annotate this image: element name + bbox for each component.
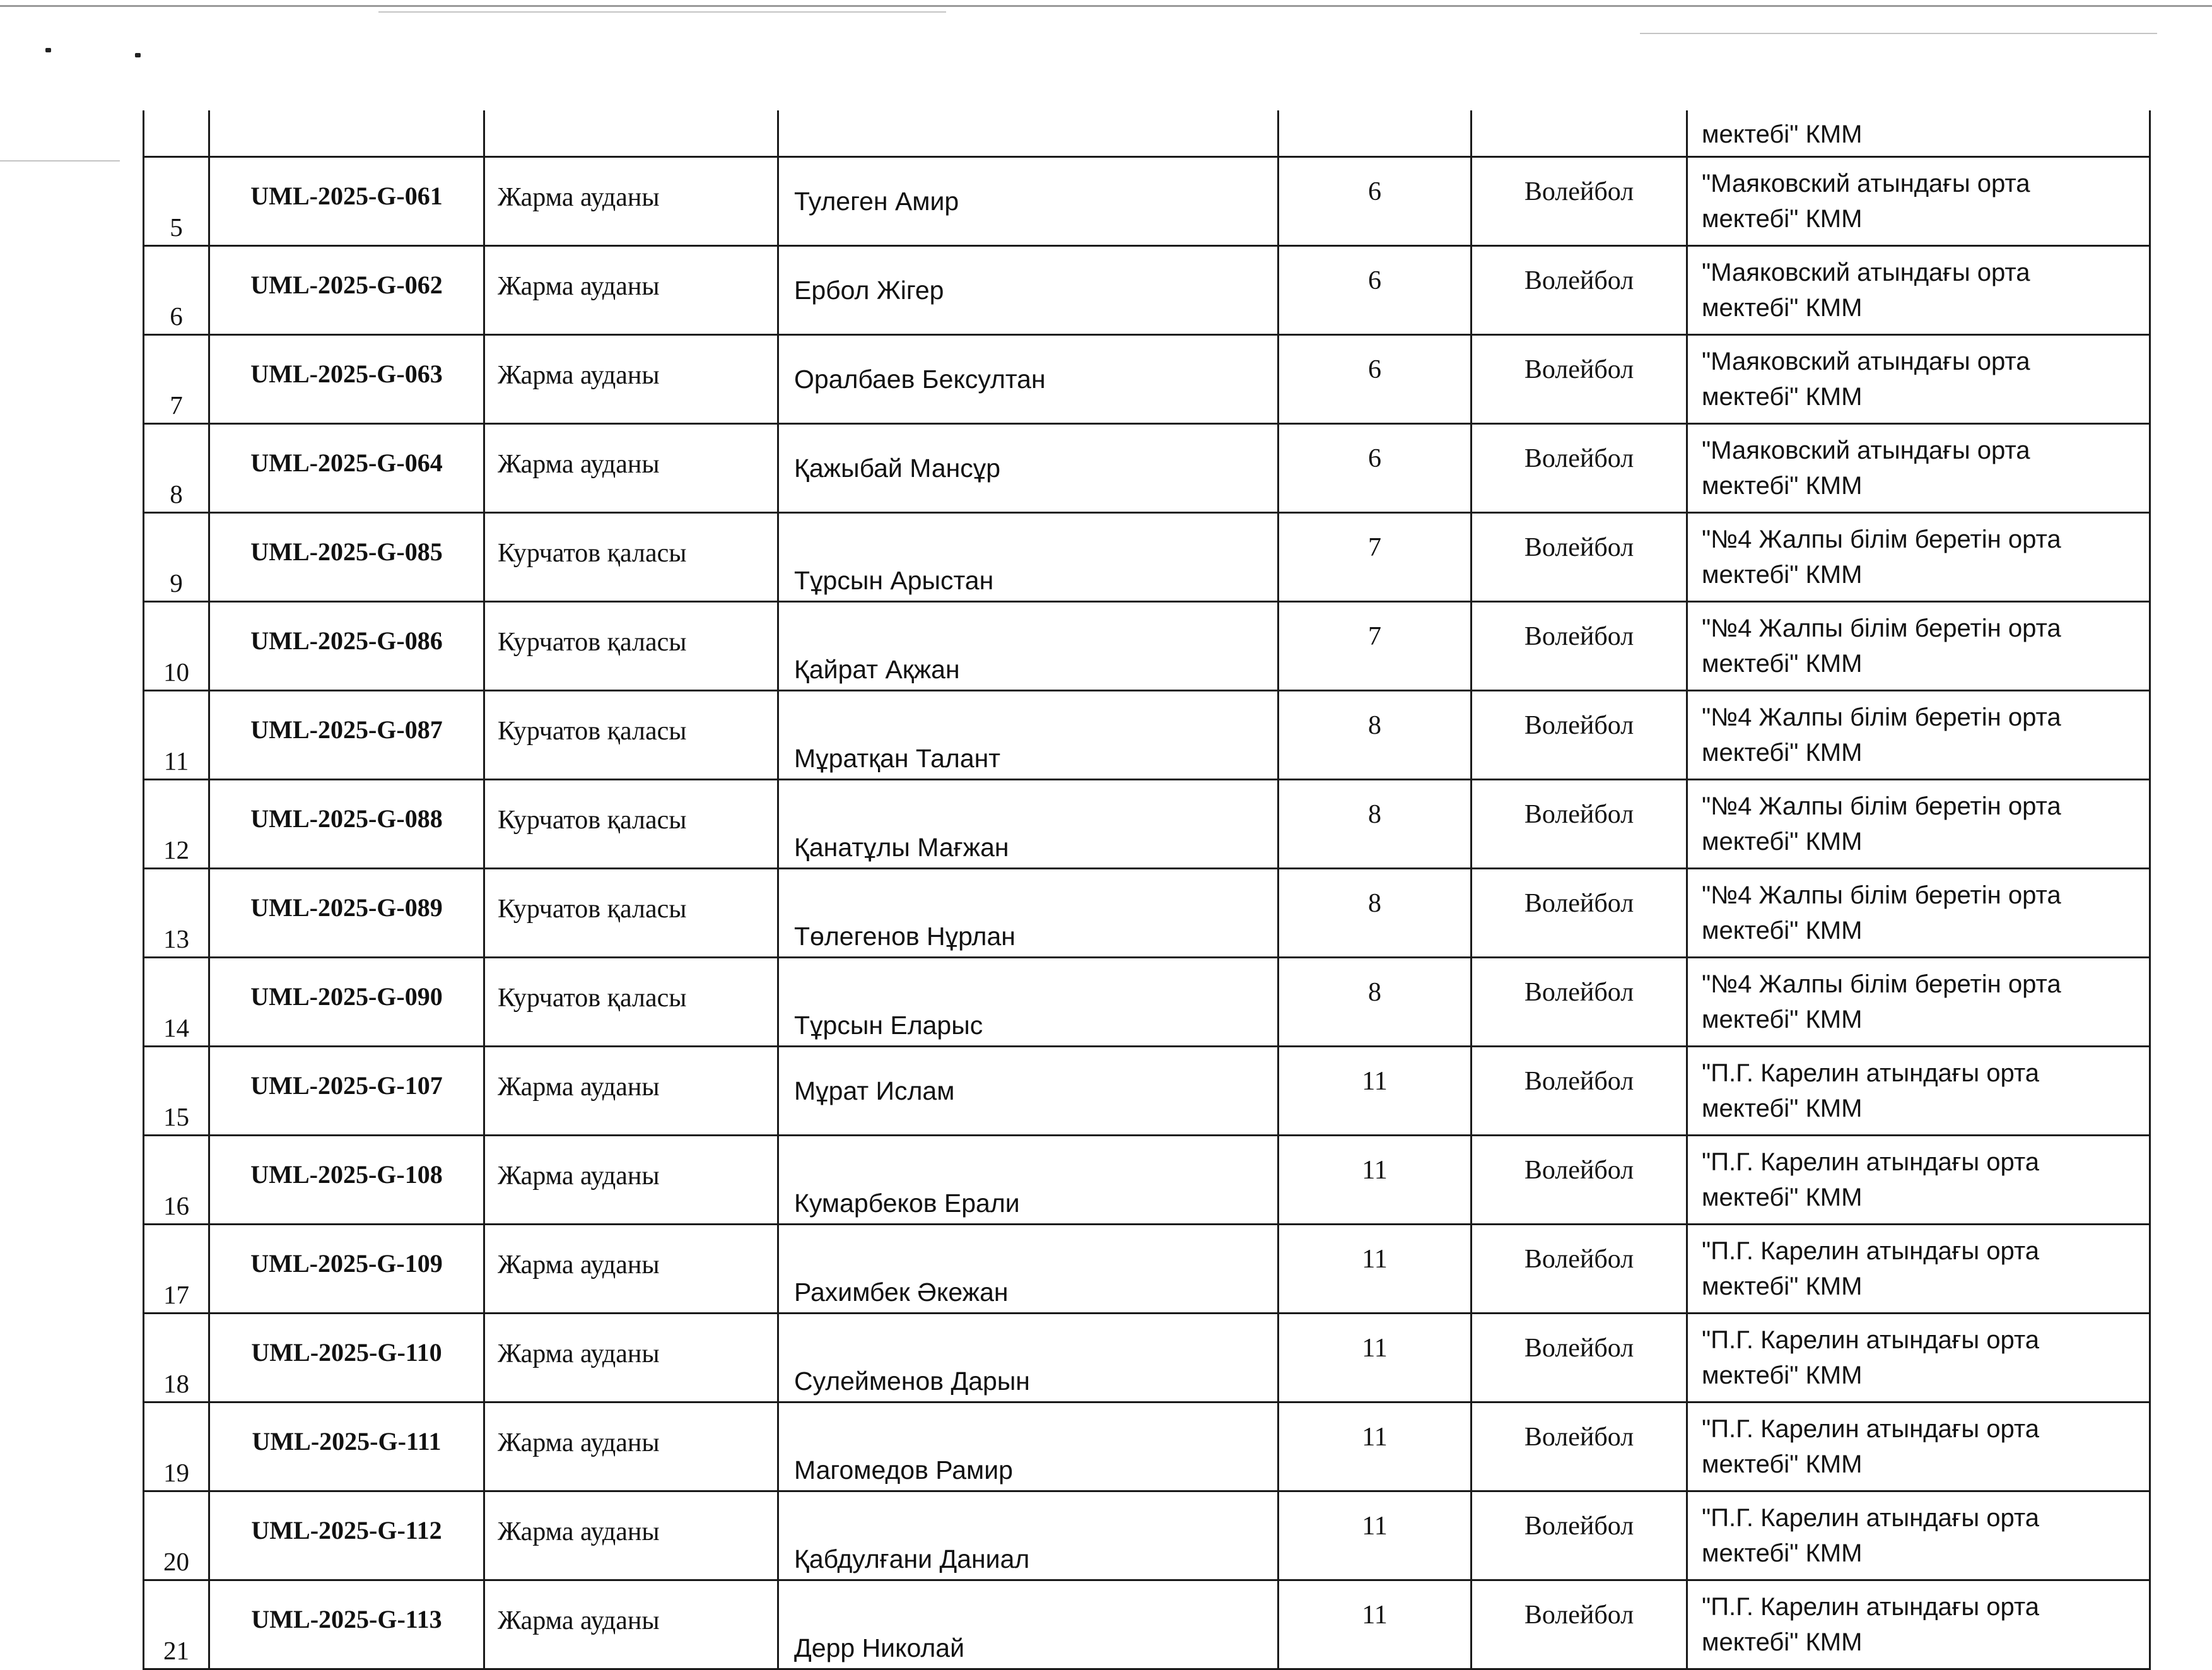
row-number-cell: 8 bbox=[144, 424, 209, 513]
participant-name-cell: Қажыбай Мансұр bbox=[778, 424, 1279, 513]
table-row bbox=[144, 691, 2150, 780]
school-cell bbox=[1687, 1225, 2150, 1314]
participant-code-cell: UML-2025-G-063 bbox=[209, 335, 484, 424]
school-line: "№4 Жалпы білім беретін орта bbox=[1702, 526, 2061, 553]
table-row bbox=[144, 780, 2150, 869]
sport-cell: Волейбол bbox=[1472, 691, 1687, 780]
cell-empty bbox=[209, 110, 484, 157]
row-number-cell: 20 bbox=[144, 1491, 209, 1580]
table-row bbox=[144, 1225, 2150, 1314]
table-row bbox=[144, 157, 2150, 246]
table-row bbox=[144, 958, 2150, 1047]
row-number-cell: 9 bbox=[144, 513, 209, 602]
school-cell bbox=[1687, 780, 2150, 869]
table-row bbox=[144, 246, 2150, 335]
region-cell: Курчатов қаласы bbox=[484, 513, 778, 602]
row-number-cell: 18 bbox=[144, 1314, 209, 1402]
grade-cell: 6 bbox=[1279, 335, 1472, 424]
region-cell: Курчатов қаласы bbox=[484, 780, 778, 869]
school-line: мектебі" КММ bbox=[1702, 1450, 1863, 1478]
school-line: мектебі" КММ bbox=[1702, 121, 1863, 148]
participant-code-cell: UML-2025-G-085 bbox=[209, 513, 484, 602]
school-line: мектебі" КММ bbox=[1702, 383, 1863, 411]
sport-cell: Волейбол bbox=[1472, 1047, 1687, 1136]
region-cell: Жарма ауданы bbox=[484, 1314, 778, 1402]
row-number-cell: 21 bbox=[144, 1580, 209, 1669]
school-line: "№4 Жалпы білім беретін орта bbox=[1702, 881, 2061, 909]
school-line: мектебі" КММ bbox=[1702, 739, 1863, 767]
table-row bbox=[144, 1402, 2150, 1491]
school-line: "Маяковский атындағы орта bbox=[1702, 259, 2030, 286]
row-number-cell: 14 bbox=[144, 958, 209, 1047]
cell-empty bbox=[144, 110, 209, 157]
region-cell: Жарма ауданы bbox=[484, 1047, 778, 1136]
school-cell bbox=[1687, 958, 2150, 1047]
sport-cell: Волейбол bbox=[1472, 424, 1687, 513]
participant-code-cell: UML-2025-G-062 bbox=[209, 246, 484, 335]
grade-cell: 11 bbox=[1279, 1491, 1472, 1580]
region-cell: Курчатов қаласы bbox=[484, 602, 778, 691]
row-number-cell: 16 bbox=[144, 1136, 209, 1225]
table-row bbox=[144, 335, 2150, 424]
school-cell bbox=[1687, 335, 2150, 424]
sport-cell: Волейбол bbox=[1472, 1314, 1687, 1402]
grade-cell: 6 bbox=[1279, 246, 1472, 335]
scan-speck bbox=[0, 160, 120, 162]
school-line: "№4 Жалпы білім беретін орта bbox=[1702, 614, 2061, 642]
school-line: мектебі" КММ bbox=[1702, 1273, 1863, 1300]
table-row bbox=[144, 1047, 2150, 1136]
sport-cell: Волейбол bbox=[1472, 513, 1687, 602]
table-row bbox=[144, 869, 2150, 958]
grade-cell: 6 bbox=[1279, 157, 1472, 246]
school-line: мектебі" КММ bbox=[1702, 1539, 1863, 1567]
sport-cell: Волейбол bbox=[1472, 1136, 1687, 1225]
grade-cell: 11 bbox=[1279, 1225, 1472, 1314]
region-cell: Курчатов қаласы bbox=[484, 691, 778, 780]
table-row bbox=[144, 602, 2150, 691]
participant-name-cell: Рахимбек Әкежан bbox=[778, 1225, 1279, 1314]
row-number-cell: 5 bbox=[144, 157, 209, 246]
school-line: "П.Г. Карелин атындағы орта bbox=[1702, 1237, 2039, 1265]
school-line: мектебі" КММ bbox=[1702, 1095, 1863, 1122]
school-cell bbox=[1687, 1047, 2150, 1136]
school-cell bbox=[1687, 1136, 2150, 1225]
school-line: мектебі" КММ bbox=[1702, 1006, 1863, 1033]
scan-edge-line bbox=[0, 5, 2212, 7]
school-line: "П.Г. Карелин атындағы орта bbox=[1702, 1415, 2039, 1443]
scan-speck bbox=[378, 11, 946, 13]
school-cell bbox=[1687, 1402, 2150, 1491]
region-cell: Жарма ауданы bbox=[484, 246, 778, 335]
participant-code-cell: UML-2025-G-061 bbox=[209, 157, 484, 246]
row-number-cell: 17 bbox=[144, 1225, 209, 1314]
participant-code-cell: UML-2025-G-108 bbox=[209, 1136, 484, 1225]
participant-name-cell: Тұрсын Арыстан bbox=[778, 513, 1279, 602]
participant-name-cell: Мұратқан Талант bbox=[778, 691, 1279, 780]
participant-name-cell: Тұрсын Еларыс bbox=[778, 958, 1279, 1047]
school-line: мектебі" КММ bbox=[1702, 828, 1863, 856]
region-cell: Жарма ауданы bbox=[484, 424, 778, 513]
scan-dot bbox=[45, 48, 51, 52]
row-number-cell: 13 bbox=[144, 869, 209, 958]
school-line: мектебі" КММ bbox=[1702, 1628, 1863, 1656]
grade-cell: 11 bbox=[1279, 1580, 1472, 1669]
sport-cell: Волейбол bbox=[1472, 1580, 1687, 1669]
sport-cell: Волейбол bbox=[1472, 958, 1687, 1047]
table-row bbox=[144, 513, 2150, 602]
row-number-cell: 11 bbox=[144, 691, 209, 780]
school-cell bbox=[1687, 157, 2150, 246]
scan-dot bbox=[135, 53, 141, 57]
sport-cell: Волейбол bbox=[1472, 335, 1687, 424]
participant-name-cell: Оралбаев Бексултан bbox=[778, 335, 1279, 424]
participant-code-cell: UML-2025-G-087 bbox=[209, 691, 484, 780]
sport-cell: Волейбол bbox=[1472, 602, 1687, 691]
school-line: "П.Г. Карелин атындағы орта bbox=[1702, 1504, 2039, 1532]
region-cell: Жарма ауданы bbox=[484, 1225, 778, 1314]
cell-empty bbox=[778, 110, 1279, 157]
school-line: "№4 Жалпы білім беретін орта bbox=[1702, 970, 2061, 998]
table-row bbox=[144, 1136, 2150, 1225]
cell-empty bbox=[1472, 110, 1687, 157]
participant-name-cell: Қанатұлы Мағжан bbox=[778, 780, 1279, 869]
participant-name-cell: Мұрат Ислам bbox=[778, 1047, 1279, 1136]
region-cell: Курчатов қаласы bbox=[484, 958, 778, 1047]
participant-code-cell: UML-2025-G-113 bbox=[209, 1580, 484, 1669]
region-cell: Жарма ауданы bbox=[484, 1402, 778, 1491]
region-cell: Жарма ауданы bbox=[484, 1136, 778, 1225]
grade-cell: 11 bbox=[1279, 1402, 1472, 1491]
row-number-cell: 12 bbox=[144, 780, 209, 869]
row-number-cell: 19 bbox=[144, 1402, 209, 1491]
scan-speck bbox=[1640, 33, 2157, 34]
participant-code-cell: UML-2025-G-064 bbox=[209, 424, 484, 513]
grade-cell: 11 bbox=[1279, 1047, 1472, 1136]
school-cell bbox=[1687, 1314, 2150, 1402]
participant-name-cell: Тулеген Амир bbox=[778, 157, 1279, 246]
grade-cell: 11 bbox=[1279, 1136, 1472, 1225]
school-cell bbox=[1687, 424, 2150, 513]
sport-cell: Волейбол bbox=[1472, 157, 1687, 246]
participants-table bbox=[143, 110, 2151, 1670]
sport-cell: Волейбол bbox=[1472, 1402, 1687, 1491]
school-line: "№4 Жалпы білім беретін орта bbox=[1702, 703, 2061, 731]
participant-name-cell: Қабдулғани Даниал bbox=[778, 1491, 1279, 1580]
row-number-cell: 6 bbox=[144, 246, 209, 335]
participant-code-cell: UML-2025-G-110 bbox=[209, 1314, 484, 1402]
grade-cell: 8 bbox=[1279, 691, 1472, 780]
region-cell: Жарма ауданы bbox=[484, 335, 778, 424]
grade-cell: 8 bbox=[1279, 958, 1472, 1047]
participant-code-cell: UML-2025-G-089 bbox=[209, 869, 484, 958]
school-cell bbox=[1687, 869, 2150, 958]
school-line: мектебі" КММ bbox=[1702, 1184, 1863, 1211]
school-cell bbox=[1687, 691, 2150, 780]
participant-code-cell: UML-2025-G-111 bbox=[209, 1402, 484, 1491]
participant-code-cell: UML-2025-G-107 bbox=[209, 1047, 484, 1136]
school-line: мектебі" КММ bbox=[1702, 650, 1863, 678]
row-number-cell: 15 bbox=[144, 1047, 209, 1136]
grade-cell: 6 bbox=[1279, 424, 1472, 513]
school-line: мектебі" КММ bbox=[1702, 294, 1863, 322]
participant-code-cell: UML-2025-G-086 bbox=[209, 602, 484, 691]
participant-name-cell: Сулейменов Дарын bbox=[778, 1314, 1279, 1402]
school-line: "№4 Жалпы білім беретін орта bbox=[1702, 792, 2061, 820]
participant-name-cell: Кумарбеков Ерали bbox=[778, 1136, 1279, 1225]
school-line: мектебі" КММ bbox=[1702, 1361, 1863, 1389]
grade-cell: 8 bbox=[1279, 869, 1472, 958]
school-line: "П.Г. Карелин атындағы орта bbox=[1702, 1148, 2039, 1176]
school-cell bbox=[1687, 1580, 2150, 1669]
cell-empty bbox=[1279, 110, 1472, 157]
participant-name-cell: Төлегенов Нұрлан bbox=[778, 869, 1279, 958]
school-line: мектебі" КММ bbox=[1702, 561, 1863, 589]
participant-code-cell: UML-2025-G-088 bbox=[209, 780, 484, 869]
grade-cell: 7 bbox=[1279, 602, 1472, 691]
region-cell: Жарма ауданы bbox=[484, 1580, 778, 1669]
sport-cell: Волейбол bbox=[1472, 780, 1687, 869]
participant-code-cell: UML-2025-G-090 bbox=[209, 958, 484, 1047]
grade-cell: 11 bbox=[1279, 1314, 1472, 1402]
sport-cell: Волейбол bbox=[1472, 869, 1687, 958]
school-line: "Маяковский атындағы орта bbox=[1702, 437, 2030, 464]
region-cell: Жарма ауданы bbox=[484, 1491, 778, 1580]
table-row-continuation bbox=[144, 110, 2150, 157]
region-cell: Жарма ауданы bbox=[484, 157, 778, 246]
participant-code-cell: UML-2025-G-112 bbox=[209, 1491, 484, 1580]
school-line: мектебі" КММ bbox=[1702, 917, 1863, 944]
school-line: "П.Г. Карелин атындағы орта bbox=[1702, 1326, 2039, 1354]
school-line: "П.Г. Карелин атындағы орта bbox=[1702, 1593, 2039, 1621]
row-number-cell: 7 bbox=[144, 335, 209, 424]
table-row bbox=[144, 1314, 2150, 1402]
school-cell bbox=[1687, 602, 2150, 691]
participant-name-cell: Ербол Жігер bbox=[778, 246, 1279, 335]
participant-name-cell: Қайрат Ақжан bbox=[778, 602, 1279, 691]
participant-code-cell: UML-2025-G-109 bbox=[209, 1225, 484, 1314]
school-line: "Маяковский атындағы орта bbox=[1702, 170, 2030, 197]
participant-name-cell: Дерр Николай bbox=[778, 1580, 1279, 1669]
table-row bbox=[144, 1580, 2150, 1669]
region-cell: Курчатов қаласы bbox=[484, 869, 778, 958]
participant-name-cell: Магомедов Рамир bbox=[778, 1402, 1279, 1491]
school-line: мектебі" КММ bbox=[1702, 472, 1863, 500]
school-cell bbox=[1687, 513, 2150, 602]
grade-cell: 8 bbox=[1279, 780, 1472, 869]
school-line: мектебі" КММ bbox=[1702, 205, 1863, 233]
table-row bbox=[144, 1491, 2150, 1580]
cell-empty bbox=[484, 110, 778, 157]
sport-cell: Волейбол bbox=[1472, 1225, 1687, 1314]
school-cell bbox=[1687, 110, 2150, 157]
grade-cell: 7 bbox=[1279, 513, 1472, 602]
row-number-cell: 10 bbox=[144, 602, 209, 691]
sport-cell: Волейбол bbox=[1472, 246, 1687, 335]
school-line: "П.Г. Карелин атындағы орта bbox=[1702, 1059, 2039, 1087]
school-cell bbox=[1687, 1491, 2150, 1580]
school-cell bbox=[1687, 246, 2150, 335]
school-line: "Маяковский атындағы орта bbox=[1702, 348, 2030, 375]
sport-cell: Волейбол bbox=[1472, 1491, 1687, 1580]
table-row bbox=[144, 424, 2150, 513]
